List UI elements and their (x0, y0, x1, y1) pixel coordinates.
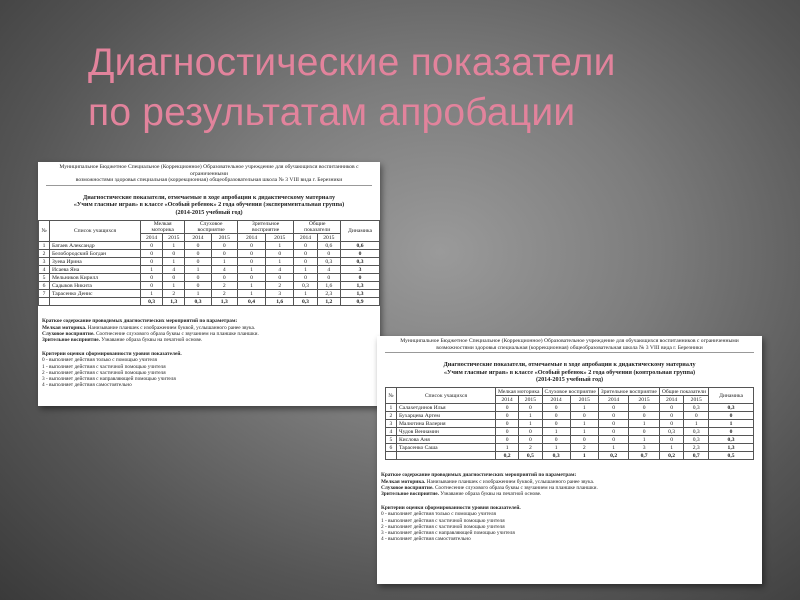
score-cell: 0,3 (684, 428, 709, 436)
score-cell: 0 (211, 250, 237, 258)
notes (42, 318, 380, 388)
score-cell: 0 (266, 274, 294, 282)
year-header: 2014 (598, 396, 628, 404)
score-cell: 2 (266, 282, 294, 290)
table-row (39, 266, 380, 274)
col-header-number: № (39, 221, 50, 242)
row-number: 6 (39, 282, 50, 290)
row-number: 3 (39, 258, 50, 266)
dynamics-cell: 0,3 (709, 436, 754, 444)
diagnostics-table (38, 220, 380, 306)
dynamics-cell: 0 (709, 428, 754, 436)
table-row (39, 274, 380, 282)
score-cell: 0 (237, 242, 265, 250)
row-number: 3 (385, 420, 396, 428)
table-row (385, 436, 753, 444)
score-cell: 0 (542, 436, 570, 444)
total-cell: 1,2 (317, 298, 340, 306)
score-cell: 0 (185, 250, 211, 258)
row-number: 4 (385, 428, 396, 436)
score-cell: 0 (629, 428, 659, 436)
col-header-students: Список учащихся (396, 388, 495, 404)
row-number: 5 (385, 436, 396, 444)
score-cell: 0 (598, 412, 628, 420)
score-cell: 0 (495, 428, 518, 436)
score-cell: 0 (519, 436, 542, 444)
score-cell: 1 (185, 266, 211, 274)
score-cell: 1 (163, 242, 185, 250)
scale-item: 1 - выполняет действия с частичной помощью учителя (42, 363, 166, 370)
total-cell: 0,2 (495, 452, 518, 460)
notes-param-2-label: Слуховое восприятие. (381, 484, 434, 491)
dynamics-cell: 1 (709, 420, 754, 428)
dynamics-cell: 0 (341, 274, 380, 282)
notes-param-2-text: Соотнесение слухового образа буквы с звучанием на планшке планшки. (95, 330, 259, 337)
total-cell: 0,2 (598, 452, 628, 460)
scale-item: 1 - выполняет действия с частичной помощью учителя (381, 517, 505, 524)
col-header-auditory: Слуховое восприятие (542, 388, 598, 396)
student-name: Садыков Никита (50, 282, 141, 290)
row-number: 5 (39, 274, 50, 282)
dynamics-cell: 0,3 (341, 258, 380, 266)
col-header-overall: Общие показатели (659, 388, 708, 396)
year-header: 2014 (495, 396, 518, 404)
score-cell: 0 (495, 436, 518, 444)
year-header: 2014 (659, 396, 684, 404)
score-cell: 0 (684, 412, 709, 420)
total-cell: 0,3 (185, 298, 211, 306)
score-cell: 0 (570, 436, 598, 444)
year-header: 2015 (163, 234, 185, 242)
score-cell: 3 (266, 290, 294, 298)
score-cell: 0 (185, 258, 211, 266)
score-cell: 0 (211, 274, 237, 282)
score-cell: 1 (519, 420, 542, 428)
total-cell: 0,7 (629, 452, 659, 460)
total-dynamics-cell: 0,9 (341, 298, 380, 306)
institution-line-2: возможностями здоровья специальная (коррекционная) общеобразовательная школа № 3 VIII вида г. Березники (46, 177, 372, 186)
total-cell: 0,7 (684, 452, 709, 460)
row-number: 1 (385, 404, 396, 412)
total-cell: 1 (570, 452, 598, 460)
score-cell: 0 (629, 404, 659, 412)
dynamics-cell: 1,3 (341, 282, 380, 290)
score-cell: 1 (542, 444, 570, 452)
score-cell: 2,3 (317, 290, 340, 298)
table-body (39, 242, 380, 306)
score-cell: 1,6 (317, 282, 340, 290)
table-body (385, 404, 753, 460)
document-heading-line-2: «Учим гласные играя» в классе «Особый ребенок» 2 года обучения (экспериментальная группа) (73, 201, 345, 209)
notes-title: Краткое содержание проводимых диагностических мероприятий по параметрам: (381, 472, 577, 479)
score-cell: 1 (163, 282, 185, 290)
score-cell: 0 (185, 242, 211, 250)
row-number: 2 (39, 250, 50, 258)
institution-line-1: Муниципальное Бюджетное Специальное (Коррекционное) Образовательное учреждение для обучающихся воспитанников с ограниченными (400, 338, 739, 344)
total-row (385, 452, 753, 460)
score-cell: 1 (659, 444, 684, 452)
score-cell: 0 (519, 404, 542, 412)
year-header: 2015 (317, 234, 340, 242)
student-name: Малютина Валерия (396, 420, 495, 428)
score-cell: 0 (141, 250, 163, 258)
score-cell: 0 (317, 250, 340, 258)
score-cell: 0,3 (294, 282, 317, 290)
score-cell: 0 (237, 250, 265, 258)
table-row (39, 282, 380, 290)
total-cell: 0,2 (659, 452, 684, 460)
year-header: 2014 (141, 234, 163, 242)
col-header-fine-motor: Мелкая моторика (141, 221, 185, 234)
year-header: 2014 (294, 234, 317, 242)
score-cell: 4 (211, 266, 237, 274)
score-cell: 0 (294, 250, 317, 258)
total-cell: 0,3 (294, 298, 317, 306)
dynamics-cell: 0,3 (709, 404, 754, 412)
notes-param-1-label: Мелкая моторика. (381, 478, 426, 485)
col-header-auditory: Слуховое восприятие (185, 221, 238, 234)
score-cell: 2 (570, 444, 598, 452)
score-cell: 0,3 (684, 404, 709, 412)
score-cell: 0 (659, 404, 684, 412)
score-cell: 0 (294, 258, 317, 266)
score-cell: 1 (141, 290, 163, 298)
score-cell: 3 (629, 444, 659, 452)
score-cell: 0 (542, 412, 570, 420)
institution-line-2: возможностями здоровья специальная (коррекционная) общеобразовательная школа № 3 VIII вида г. Березники (385, 345, 754, 354)
document-heading-line-1: Диагностические показатели, отмечаемые в ходе апробации к дидактическому материалу (443, 361, 696, 369)
student-name: Чудов Вениамин (396, 428, 495, 436)
score-cell: 0 (659, 412, 684, 420)
slide-title-line-2: по результатам апробации (88, 91, 576, 134)
row-number: 7 (39, 290, 50, 298)
student-name: Батаев Александр (50, 242, 141, 250)
notes-param-1-text: Нанизывание планшек с изображением буквой, услышанного ранее звука. (426, 478, 595, 485)
document-heading-line-3: (2014-2015 учебный год) (175, 208, 243, 216)
row-number: 6 (385, 444, 396, 452)
student-name: Белобородский Богдан (50, 250, 141, 258)
score-cell: 1 (141, 266, 163, 274)
score-cell: 0 (237, 274, 265, 282)
score-cell: 1 (237, 282, 265, 290)
score-cell: 1 (237, 266, 265, 274)
score-cell: 2 (519, 444, 542, 452)
scale-item: 3 - выполняет действия с направляющей помощью учителя (42, 376, 176, 383)
dynamics-cell: 0,6 (341, 242, 380, 250)
score-cell: 0 (211, 242, 237, 250)
score-cell: 1 (542, 428, 570, 436)
score-cell: 1 (495, 444, 518, 452)
col-header-overall: Общие показатели (294, 221, 341, 234)
document-heading-line-2: «Учим гласные играя» в классе «Особый ребенок» 2 года обучения (контрольная группа) (443, 368, 696, 376)
total-cell: 0,3 (141, 298, 163, 306)
total-empty-cell (385, 452, 396, 460)
total-row (39, 298, 380, 306)
col-header-students: Список учащихся (50, 221, 141, 242)
score-cell: 0 (141, 258, 163, 266)
notes (381, 472, 762, 542)
score-cell: 0 (141, 274, 163, 282)
student-name: Тарасенко Саша (396, 444, 495, 452)
scale-item: 4 - выполняет действия самостоятельно (42, 382, 132, 389)
table-row (385, 404, 753, 412)
score-cell: 0 (141, 242, 163, 250)
total-cell: 1,3 (163, 298, 185, 306)
score-cell: 0 (495, 420, 518, 428)
document-control-group (377, 336, 762, 584)
score-cell: 1 (266, 258, 294, 266)
score-cell: 1 (570, 404, 598, 412)
col-header-visual: Зрительное восприятие (237, 221, 293, 234)
col-header-fine-motor: Мелкая моторика (495, 388, 542, 396)
institution-line-1: Муниципальное Бюджетное Специальное (Коррекционное) Образовательное учреждение для обучающихся воспитанников с ограниченными (59, 164, 359, 177)
score-cell: 1 (598, 444, 628, 452)
score-cell: 1 (629, 420, 659, 428)
score-cell: 0 (542, 404, 570, 412)
notes-param-3-label: Зрительное восприятие. (381, 491, 439, 498)
notes-param-3-text: Узнавание образа буквы на печатной основе. (440, 491, 542, 498)
student-name: Исаева Яна (50, 266, 141, 274)
dynamics-cell: 3 (341, 266, 380, 274)
dynamics-cell: 1,3 (709, 444, 754, 452)
student-name: Зуева Ирина (50, 258, 141, 266)
score-cell: 1 (519, 412, 542, 420)
scale-item: 2 - выполняет действия с частичной помощью учителя (381, 523, 505, 530)
col-header-dynamics: Динамика (341, 221, 380, 242)
score-cell: 1 (570, 428, 598, 436)
row-number: 2 (385, 412, 396, 420)
year-header: 2015 (629, 396, 659, 404)
diagnostics-table (385, 387, 754, 460)
score-cell: 0 (495, 404, 518, 412)
score-cell: 0 (598, 420, 628, 428)
table-row (385, 412, 753, 420)
notes-param-1-label: Мелкая моторика. (42, 324, 87, 331)
score-cell: 0 (519, 428, 542, 436)
score-cell: 2 (211, 290, 237, 298)
table-row (39, 258, 380, 266)
score-cell: 1 (163, 258, 185, 266)
slide-title-line-1: Диагностические показатели (88, 41, 616, 84)
document-heading-line-1: Диагностические показатели, отмечаемые в ходе апробации к дидактическому материалу (82, 193, 336, 201)
table-row (385, 428, 753, 436)
score-cell: 0 (659, 436, 684, 444)
student-name: Тарасенко Денис (50, 290, 141, 298)
score-cell: 1 (294, 290, 317, 298)
score-cell: 1 (237, 290, 265, 298)
total-cell: 0,3 (542, 452, 570, 460)
row-number: 1 (39, 242, 50, 250)
score-cell: 0 (294, 274, 317, 282)
score-cell: 4 (317, 266, 340, 274)
score-cell: 0 (185, 274, 211, 282)
student-name: Салахетдинов Илья (396, 404, 495, 412)
dynamics-cell: 0 (341, 250, 380, 258)
table-row (39, 250, 380, 258)
year-header: 2014 (185, 234, 211, 242)
col-header-number: № (385, 388, 396, 404)
score-cell: 0 (266, 250, 294, 258)
score-cell: 0 (294, 242, 317, 250)
score-cell: 0 (495, 412, 518, 420)
score-cell: 0,3 (317, 258, 340, 266)
score-cell: 0 (163, 250, 185, 258)
score-cell: 0 (542, 420, 570, 428)
year-header: 2015 (211, 234, 237, 242)
score-cell: 0 (185, 282, 211, 290)
table-row (39, 242, 380, 250)
score-cell: 1 (629, 436, 659, 444)
scale-title: Критерии оценки сформированности уровня показателей. (381, 505, 521, 512)
score-cell: 1 (185, 290, 211, 298)
score-cell: 0 (629, 412, 659, 420)
score-cell: 4 (266, 266, 294, 274)
total-cell: 0,4 (237, 298, 265, 306)
table-row (385, 444, 753, 452)
score-cell: 0,3 (684, 436, 709, 444)
dynamics-cell: 0 (709, 412, 754, 420)
scale-item: 4 - выполняет действия самостоятельно (381, 536, 471, 543)
total-empty-cell (50, 298, 141, 306)
score-cell: 0 (570, 412, 598, 420)
document-heading-line-3: (2014-2015 учебный год) (535, 376, 604, 383)
year-header: 2015 (266, 234, 294, 242)
total-empty-cell (39, 298, 50, 306)
slide-title (88, 38, 788, 138)
score-cell: 0 (141, 282, 163, 290)
row-number: 4 (39, 266, 50, 274)
score-cell: 2 (211, 282, 237, 290)
scale-item: 3 - выполняет действия с направляющей помощью учителя (381, 530, 515, 537)
notes-param-2-text: Соотнесение слухового образа буквы с звучанием на планшке планшки. (434, 484, 598, 491)
score-cell: 0 (237, 258, 265, 266)
score-cell: 0 (598, 404, 628, 412)
year-header: 2014 (542, 396, 570, 404)
scale-item: 0 - выполняет действия только с помощью учителя (42, 357, 157, 364)
student-name: Бухарцева Артем (396, 412, 495, 420)
table-row (385, 420, 753, 428)
score-cell: 0 (598, 428, 628, 436)
score-cell: 1 (294, 266, 317, 274)
student-name: Кислова Аня (396, 436, 495, 444)
notes-param-2-label: Слуховое восприятие. (42, 330, 95, 337)
total-cell: 0,5 (519, 452, 542, 460)
total-cell: 1,3 (211, 298, 237, 306)
score-cell: 4 (163, 266, 185, 274)
score-cell: 0 (598, 436, 628, 444)
score-cell: 1 (211, 258, 237, 266)
score-cell: 1 (570, 420, 598, 428)
score-cell: 0,3 (659, 428, 684, 436)
document-experimental-group (38, 162, 380, 406)
score-cell: 0 (659, 420, 684, 428)
notes-param-3-text: Узнавание образа буквы на печатной основе. (101, 337, 203, 344)
score-cell: 2,3 (684, 444, 709, 452)
score-cell: 0 (163, 274, 185, 282)
total-empty-cell (396, 452, 495, 460)
total-dynamics-cell: 0,5 (709, 452, 754, 460)
scale-item: 0 - выполняет действия только с помощью учителя (381, 511, 496, 518)
score-cell: 0 (317, 274, 340, 282)
student-name: Мельников Кирилл (50, 274, 141, 282)
table-row (39, 290, 380, 298)
year-header: 2015 (684, 396, 709, 404)
col-header-dynamics: Динамика (709, 388, 754, 404)
score-cell: 1 (266, 242, 294, 250)
scale-item: 2 - выполняет действия с частичной помощью учителя (42, 369, 166, 376)
scale-title: Критерии оценки сформированности уровня показателей. (42, 351, 182, 358)
total-cell: 1,6 (266, 298, 294, 306)
year-header: 2015 (570, 396, 598, 404)
score-cell: 0,6 (317, 242, 340, 250)
notes-title: Краткое содержание проводимых диагностических мероприятий по параметрам: (42, 318, 238, 325)
notes-param-3-label: Зрительное восприятие. (42, 337, 100, 344)
col-header-visual: Зрительное восприятие (598, 388, 659, 396)
year-header: 2015 (519, 396, 542, 404)
score-cell: 1 (684, 420, 709, 428)
dynamics-cell: 1,3 (341, 290, 380, 298)
year-header: 2014 (237, 234, 265, 242)
score-cell: 2 (163, 290, 185, 298)
notes-param-1-text: Нанизывание планшек с изображением буквой, услышанного ранее звука. (87, 324, 256, 331)
